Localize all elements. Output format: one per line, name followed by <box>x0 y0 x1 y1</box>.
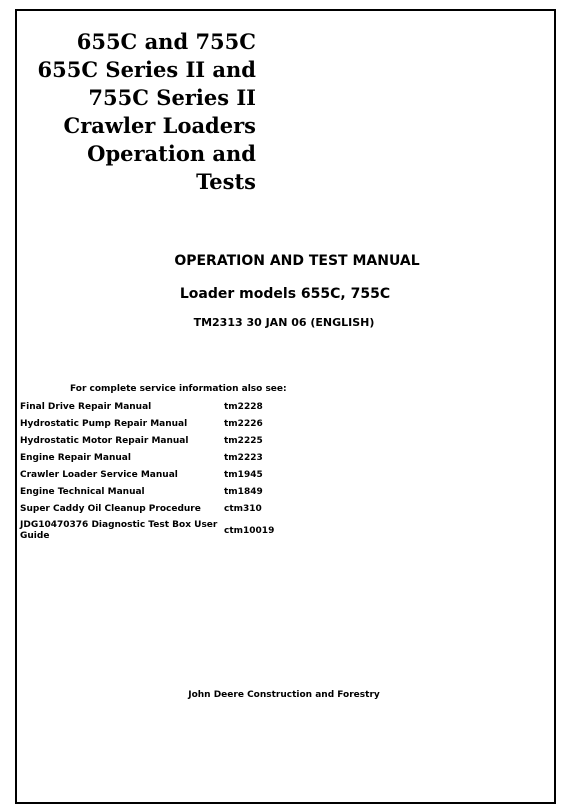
reference-code: tm2225 <box>224 436 263 446</box>
reference-code: tm1849 <box>224 487 263 497</box>
reference-row <box>20 452 320 464</box>
reference-row <box>20 435 320 447</box>
reference-title: Engine Technical Manual <box>20 487 145 497</box>
reference-title: Hydrostatic Pump Repair Manual <box>20 419 188 429</box>
title-line: Operation and <box>87 141 256 166</box>
reference-code: tm1945 <box>224 470 263 480</box>
reference-code: tm2223 <box>224 453 263 463</box>
reference-title: Engine Repair Manual <box>20 453 131 463</box>
title-line: 655C Series II and <box>37 57 256 82</box>
reference-row <box>20 520 320 542</box>
reference-row <box>20 469 320 481</box>
reference-row <box>20 418 320 430</box>
reference-title: Crawler Loader Service Manual <box>20 470 178 480</box>
title-line: 655C and 755C <box>76 29 256 54</box>
reference-code: ctm10019 <box>224 526 275 536</box>
document-title <box>38 28 256 196</box>
reference-row <box>20 503 320 515</box>
title-line: Tests <box>196 169 256 194</box>
publisher-footer: John Deere Construction and Forestry <box>188 690 380 700</box>
reference-title: Final Drive Repair Manual <box>20 402 152 412</box>
reference-code: tm2226 <box>224 419 263 429</box>
reference-row <box>20 486 320 498</box>
manual-type-heading: OPERATION AND TEST MANUAL <box>174 253 420 269</box>
loader-models: Loader models 655C, 755C <box>179 286 391 302</box>
reference-title: JDG10470376 Diagnostic Test Box User Guide <box>20 520 218 541</box>
reference-list <box>20 401 320 547</box>
see-also-label: For complete service information also see: <box>70 384 287 394</box>
reference-row <box>20 401 320 413</box>
tm-number-date: TM2313 30 JAN 06 (ENGLISH) <box>193 316 375 329</box>
title-line: Crawler Loaders <box>63 113 256 138</box>
reference-code: tm2228 <box>224 402 263 412</box>
reference-title: Super Caddy Oil Cleanup Procedure <box>20 504 201 514</box>
reference-title: Hydrostatic Motor Repair Manual <box>20 436 189 446</box>
title-line: 755C Series II <box>88 85 256 110</box>
reference-code: ctm310 <box>224 504 262 514</box>
